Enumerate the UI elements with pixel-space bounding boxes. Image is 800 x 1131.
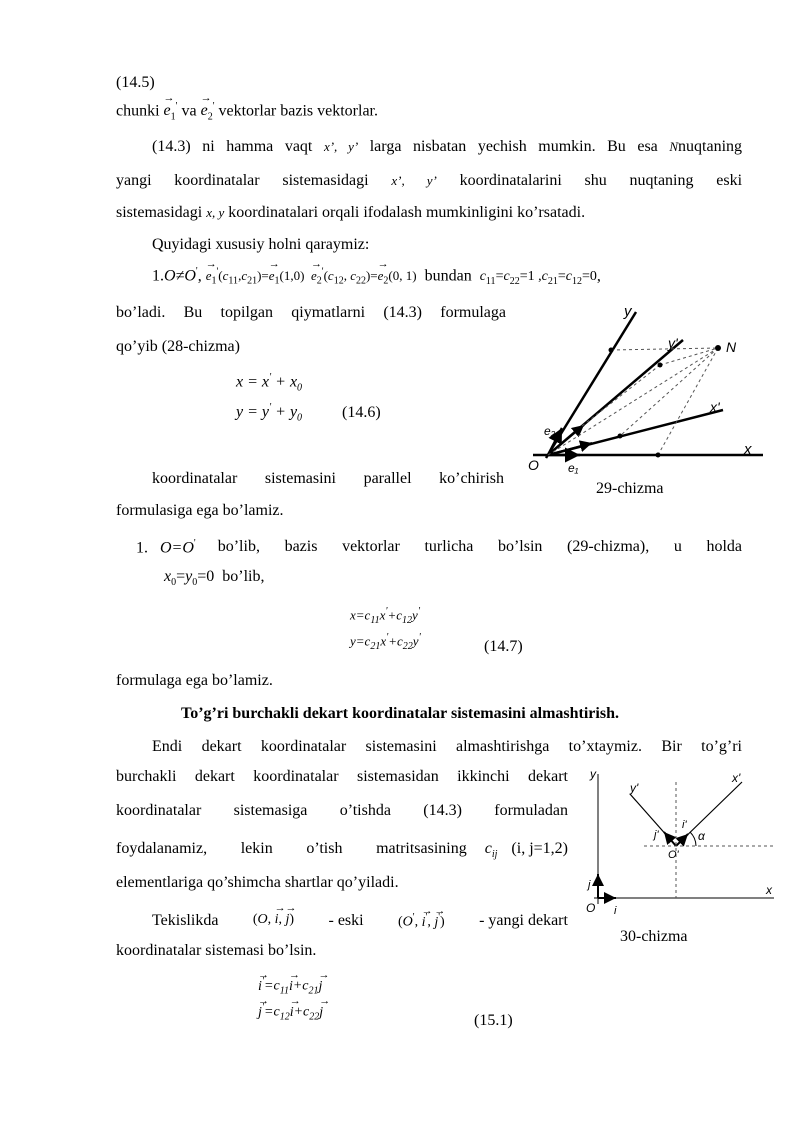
svg-text:O: O (586, 901, 596, 915)
svg-text:j: j (588, 879, 591, 891)
label-N: N (726, 339, 737, 355)
equation-label-14-7: (14.7) (484, 638, 523, 655)
label-x-prime: x' (710, 399, 720, 415)
svg-text:x: x (766, 883, 772, 897)
equation-14-6-y: $y = y' + y_0$ (236, 402, 303, 424)
svg-text:α: α (698, 829, 705, 843)
paragraph-formulaga: formulaga ega bo’lamiz. (116, 672, 273, 689)
svg-text:y': y' (630, 781, 639, 795)
equation-ref-14-5: (14.5) (116, 74, 155, 91)
vector-i-prime (676, 834, 688, 846)
figure-30-caption: 30-chizma (620, 928, 688, 945)
svg-text:i': i' (682, 819, 687, 831)
svg-text:O': O' (668, 849, 679, 861)
paragraph-quyidagi: Quyidagi xususiy holni qaraymiz: (152, 236, 370, 253)
figure-29 (518, 300, 768, 480)
paragraph-koordinatalar: koordinatalar sistemasini parallel ko’chirish (152, 470, 504, 487)
figure-29-caption: 29-chizma (596, 480, 664, 497)
paragraph-yangi: yangi koordinatalar sistemasidagi x’, y’ koordinatalarini shu nuqtaning eski (116, 172, 743, 189)
label-e2: e₂ (544, 424, 556, 438)
svg-text:j': j' (654, 829, 659, 841)
case-2-line: 1. O=O' bo’lib, bazis vektorlar turlicha bo’lsin (29-chizma), u holda (136, 538, 742, 557)
paragraph-sistemasidagi: sistemasidagi x, y koordinatalari orqali ifodalash mumkinligini ko’rsatadi. (116, 204, 586, 221)
equation-label-14-6: (14.6) (342, 404, 381, 421)
vector-j-prime (664, 832, 676, 846)
case-2-line-b: $x_0=y_0=0$ bo’lib, (164, 568, 265, 589)
equation-15-1-i: → $i'=c_{11}\to i+c_{21}\to j$ (258, 976, 322, 996)
paragraph-burchakli: burchakli dekart koordinatalar sistemasidan ikkinchi dekart (116, 768, 568, 785)
equation-label-15-1: (15.1) (474, 1012, 513, 1029)
equation-14-6-x: $x = x' + x_0$ (236, 372, 303, 394)
label-e1: e₁ (568, 461, 579, 475)
label-y-prime: y' (668, 335, 678, 351)
paragraph-foydalanamiz: foydalanamiz, lekin o’tish matritsasining $c_{ij}$ (i, j=1,2) (116, 840, 568, 861)
section-heading: To’g’ri burchakli dekart koordinatalar sistemasini almashtirish. (181, 705, 619, 722)
equation-14-7-x: $x=c_{11}x'+c_{12}y'$ (350, 606, 420, 626)
equation-14-7-y: $y=c_{21}x'+c_{22}y'$ (350, 632, 421, 652)
paragraph-koord2: koordinatalar sistemasiga o’tishda (14.3) formuladan (116, 802, 568, 819)
case-1-line: 1.O≠O', → $e_1'(c_{11},c_{21})=\to e_1(1,0) \to e_2'(c_{12}$, $c_{22})=\to e_2(0$, 1) bundan $c_{11}=c_{22}=1$ $,c_{21}=c_{12}=0$, (152, 266, 601, 287)
paragraph-koord3: koordinatalar sistemasi bo’lsin. (116, 942, 317, 959)
paragraph-element: elementlariga qo’shimcha shartlar qo’yiladi. (116, 874, 399, 891)
svg-text:y: y (590, 767, 596, 781)
figure-30 (584, 764, 780, 924)
label-y: y (624, 303, 632, 320)
paragraph-14-3: (14.3) ni hamma vaqt x’, y’ larga nisbatan yechish mumkin. Bu esa Nnuqtaning (152, 138, 743, 155)
paragraph-tekislikda: Tekislikda (O, → i, → j) - eski (O', → i', → j') - yangi dekart (152, 912, 568, 931)
label-O: O (528, 457, 539, 473)
equation-15-1-j: → $j'=c_{12}\to i+c_{22}\to j$ (258, 1002, 323, 1022)
paragraph-boladi: bo’ladi. Bu topilgan qiymatlarni (14.3) formulaga (116, 304, 506, 321)
svg-text:x': x' (732, 771, 741, 785)
paragraph-formulasiga: formulasiga ega bo’lamiz. (116, 502, 284, 519)
paragraph-chunki: chunki → $e_1'$ va → $e_2'$ vektorlar bazis vektorlar. (116, 101, 378, 123)
paragraph-endi: Endi dekart koordinatalar sistemasini almashtirishga to’xtaymiz. Bir to’g’ri (152, 738, 742, 755)
paragraph-qoyib: qo’yib (28-chizma) (116, 338, 240, 355)
label-x: x (744, 441, 752, 458)
svg-text:i: i (614, 905, 617, 917)
